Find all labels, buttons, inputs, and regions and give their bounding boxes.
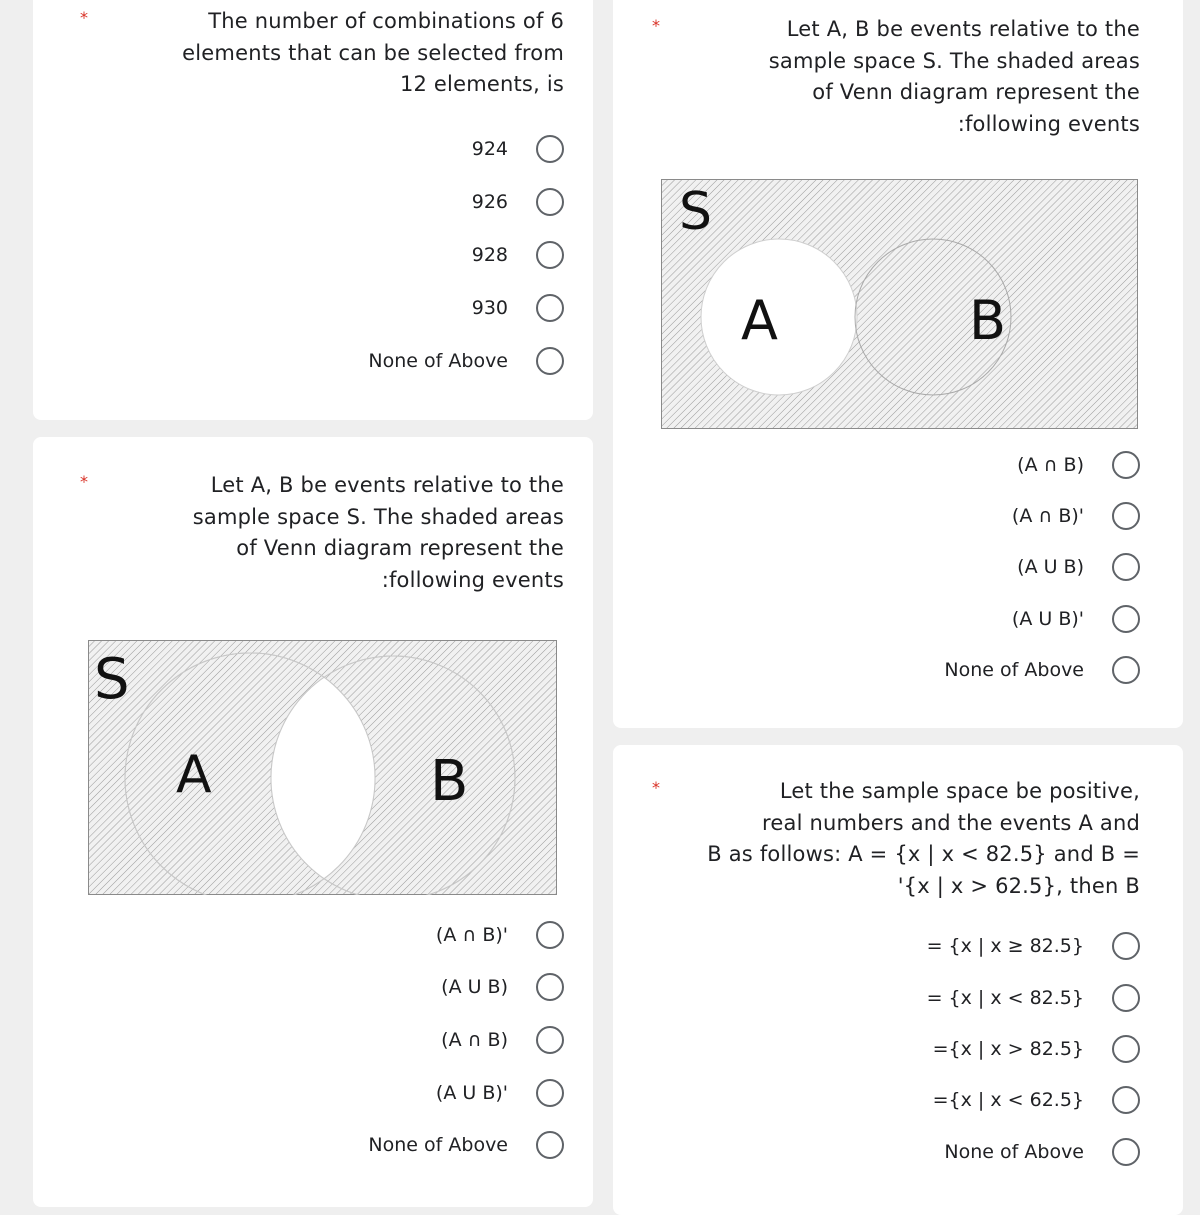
option-none-of-above[interactable] xyxy=(860,656,1140,684)
radio-button[interactable] xyxy=(1112,451,1140,479)
radio-button[interactable] xyxy=(1112,932,1140,960)
option-label: None of Above xyxy=(944,659,1084,681)
option-a-union-b[interactable] xyxy=(300,973,564,1001)
option-label: (A ∩ B) xyxy=(1017,454,1084,476)
option-b-lt-82-5[interactable] xyxy=(860,984,1140,1012)
option-930[interactable] xyxy=(300,294,564,322)
radio-button[interactable] xyxy=(1112,502,1140,530)
radio-button[interactable] xyxy=(1112,605,1140,633)
radio-button[interactable] xyxy=(536,135,564,163)
radio-button[interactable] xyxy=(536,347,564,375)
option-none-of-above[interactable] xyxy=(300,347,564,375)
option-label: 926 xyxy=(471,191,508,213)
option-label: 928 xyxy=(471,244,508,266)
option-none-of-above[interactable] xyxy=(860,1138,1140,1166)
option-label: 930 xyxy=(471,297,508,319)
radio-button[interactable] xyxy=(536,973,564,1001)
radio-button[interactable] xyxy=(1112,1086,1140,1114)
option-label: (A ∩ B)' xyxy=(1011,505,1084,527)
radio-button[interactable] xyxy=(536,241,564,269)
question-text: Let A, B be events relative to the sample space S. The shaded areas of Venn diagram represent the :following events xyxy=(192,473,564,592)
option-label: = {x | x < 82.5} xyxy=(926,987,1084,1009)
option-a-intersect-b[interactable] xyxy=(300,1026,564,1054)
option-label: (A U B) xyxy=(441,976,508,998)
required-asterisk: * xyxy=(80,472,88,491)
venn-diagram xyxy=(88,640,557,895)
option-a-union-b[interactable] xyxy=(860,553,1140,581)
option-a-union-b-complement[interactable] xyxy=(860,605,1140,633)
radio-button[interactable] xyxy=(536,294,564,322)
card-divider xyxy=(33,422,593,436)
option-label: ={x | x < 62.5} xyxy=(932,1089,1084,1111)
required-asterisk: * xyxy=(652,16,660,35)
radio-button[interactable] xyxy=(1112,656,1140,684)
option-label: 924 xyxy=(471,138,508,160)
option-label: None of Above xyxy=(944,1141,1084,1163)
question-text: Let A, B be events relative to the sample space S. The shaded areas of Venn diagram represent the :following events xyxy=(768,17,1140,136)
sample-space-label: S xyxy=(679,182,713,242)
option-label: (A U B)' xyxy=(435,1082,508,1104)
option-b-gt-82-5[interactable] xyxy=(860,1035,1140,1063)
radio-button[interactable] xyxy=(1112,984,1140,1012)
radio-button[interactable] xyxy=(536,921,564,949)
sample-space-label: S xyxy=(94,647,130,712)
radio-button[interactable] xyxy=(1112,1138,1140,1166)
radio-button[interactable] xyxy=(536,1131,564,1159)
set-b-label: B xyxy=(430,749,469,814)
option-a-intersect-b-complement[interactable] xyxy=(300,921,564,949)
radio-button[interactable] xyxy=(1112,1035,1140,1063)
set-a-label: A xyxy=(741,289,778,352)
option-926[interactable] xyxy=(300,188,564,216)
set-a-label: A xyxy=(176,745,212,805)
option-a-union-b-complement[interactable] xyxy=(300,1079,564,1107)
set-a-circle xyxy=(701,239,857,395)
option-924[interactable] xyxy=(300,135,564,163)
radio-button[interactable] xyxy=(536,188,564,216)
option-label: None of Above xyxy=(368,1134,508,1156)
option-b-ge-82-5[interactable] xyxy=(860,932,1140,960)
option-label: ={x | x > 82.5} xyxy=(932,1038,1084,1060)
required-asterisk: * xyxy=(80,8,88,27)
option-928[interactable] xyxy=(300,241,564,269)
set-b-label: B xyxy=(969,289,1007,352)
option-b-lt-62-5[interactable] xyxy=(860,1086,1140,1114)
question-text: Let the sample space be positive, real numbers and the events A and B as follows: A = {x | x < 82.5} and B = '{x | x > 62.5}, then B xyxy=(707,779,1140,898)
option-label: (A U B) xyxy=(1017,556,1084,578)
option-label: = {x | x ≥ 82.5} xyxy=(926,935,1084,957)
option-a-intersect-b[interactable] xyxy=(860,451,1140,479)
radio-button[interactable] xyxy=(1112,553,1140,581)
option-none-of-above[interactable] xyxy=(300,1131,564,1159)
question-text: The number of combinations of 6 elements that can be selected from 12 elements, is xyxy=(182,9,564,96)
required-asterisk: * xyxy=(652,778,660,797)
venn-diagram xyxy=(661,179,1138,429)
option-label: (A U B)' xyxy=(1011,608,1084,630)
option-label: (A ∩ B)' xyxy=(435,924,508,946)
option-label: None of Above xyxy=(368,350,508,372)
radio-button[interactable] xyxy=(536,1079,564,1107)
option-label: (A ∩ B) xyxy=(441,1029,508,1051)
option-a-intersect-b-complement[interactable] xyxy=(860,502,1140,530)
radio-button[interactable] xyxy=(536,1026,564,1054)
